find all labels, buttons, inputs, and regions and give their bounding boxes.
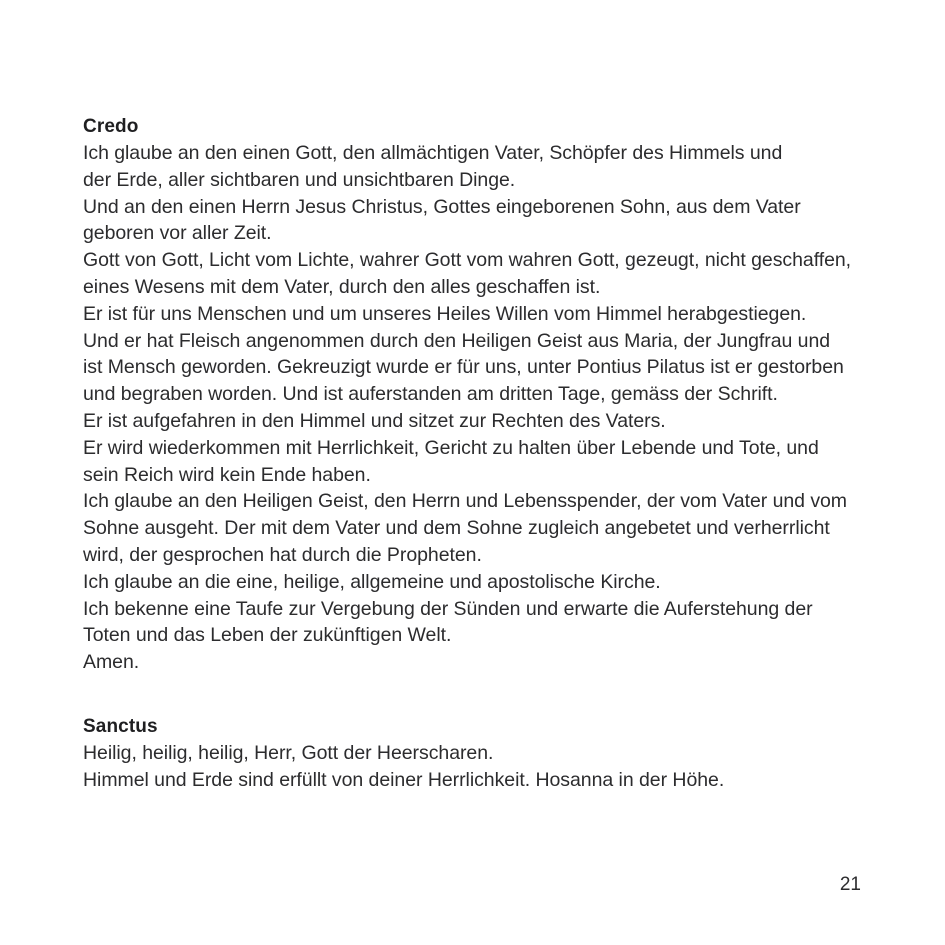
section-heading-sanctus: Sanctus <box>83 715 158 737</box>
text-line: wird, der gesprochen hat durch die Propheten. <box>83 543 482 566</box>
text-line: Er wird wiederkommen mit Herrlichkeit, Gericht zu halten über Lebende und Tote, und <box>83 436 819 459</box>
text-line: Ich bekenne eine Taufe zur Vergebung der Sünden und erwarte die Auferstehung der <box>83 597 813 620</box>
text-line: Toten und das Leben der zukünftigen Welt. <box>83 624 452 647</box>
section-heading-credo: Credo <box>83 116 139 137</box>
text-line: Sohne ausgeht. Der mit dem Vater und dem Sohne zugleich angebetet und verherrlicht <box>83 517 830 540</box>
text-line: der Erde, aller sichtbaren und unsichtbaren Dinge. <box>83 168 516 191</box>
text-line: Und er hat Fleisch angenommen durch den Heiligen Geist aus Maria, der Jungfrau und <box>83 329 831 352</box>
text-line: Er ist für uns Menschen und um unseres Heiles Willen vom Himmel herabgestiegen. <box>83 302 807 325</box>
page-content <box>83 113 883 794</box>
text-line: Ich glaube an den einen Gott, den allmächtigen Vater, Schöpfer des Himmels und <box>83 142 783 164</box>
text-line: Ich glaube an den Heiligen Geist, den Herrn und Lebensspender, der vom Vater und vom <box>83 490 848 513</box>
text-line: Himmel und Erde sind erfüllt von deiner Herrlichkeit. Hosanna in der Höhe. <box>83 768 725 791</box>
text-line: ist Mensch geworden. Gekreuzigt wurde er für uns, unter Pontius Pilatus ist er gestorben <box>83 356 844 379</box>
text-line: und begraben worden. Und ist auferstanden am dritten Tage, gemäss der Schrift. <box>83 383 778 406</box>
section-sanctus <box>83 713 883 794</box>
credo-line-list <box>83 140 883 676</box>
text-line: sein Reich wird kein Ende haben. <box>83 463 371 486</box>
text-line: Gott von Gott, Licht vom Lichte, wahrer Gott vom wahren Gott, gezeugt, nicht geschaffen, <box>83 249 852 272</box>
section-credo <box>83 113 883 676</box>
text-line: Ich glaube an die eine, heilige, allgemeine und apostolische Kirche. <box>83 570 661 593</box>
text-line: Er ist aufgefahren in den Himmel und sitzet zur Rechten des Vaters. <box>83 409 666 432</box>
text-line: Amen. <box>83 651 140 674</box>
page-number: 21 <box>839 874 861 895</box>
sanctus-line-list <box>83 740 883 794</box>
text-line: Heilig, heilig, heilig, Herr, Gott der Heerscharen. <box>83 741 494 764</box>
text-line: geboren vor aller Zeit. <box>83 222 272 245</box>
text-line: eines Wesens mit dem Vater, durch den alles geschaffen ist. <box>83 275 601 298</box>
text-line: Und an den einen Herrn Jesus Christus, Gottes eingeborenen Sohn, aus dem Vater <box>83 195 801 218</box>
